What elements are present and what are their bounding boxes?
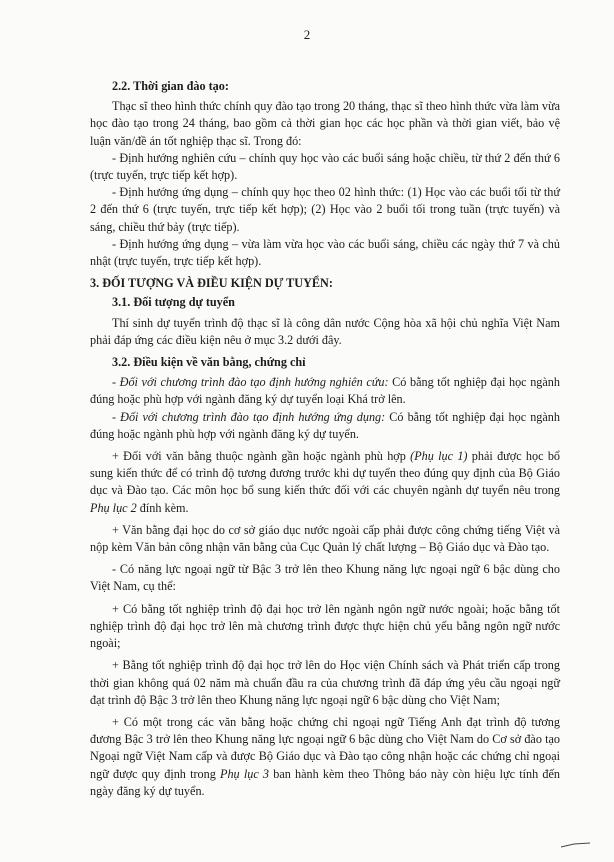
close-field-degree-item [90, 448, 560, 517]
section-2-2-intro: Thạc sĩ theo hình thức chính quy đào tạo trong 20 tháng, thạc sĩ theo hình thức vừa làm vừa học đào tạo trong 24 tháng, bao gồm cả thời gian học các học phần và thời gian viết, bảo vệ luận văn/đề án tốt nghiệp thạc sĩ. Trong đó: [90, 99, 560, 148]
language-requirement-intro: - Có năng lực ngoại ngữ từ Bậc 3 trở lên theo Khung năng lực ngoại ngữ 6 bậc dùng cho Việt Nam, cụ thể: [90, 562, 560, 594]
research-program-label: - Đối với chương trình đào tạo định hướng nghiên cứu: [112, 375, 389, 390]
section-3-heading: 3. ĐỐI TƯỢNG VÀ ĐIỀU KIỆN DỰ TUYỂN: [90, 276, 333, 291]
language-option-3 [90, 714, 560, 800]
page-number: 2 [303, 27, 311, 42]
foreign-degree-item: + Văn bằng đại học do cơ sở giáo dục nước ngoài cấp phải được công chứng tiếng Việt và nộp kèm Văn bản công nhận văn bằng của Cục Quản lý chất lượng – Bộ Giáo dục và Đào tạo. [90, 522, 560, 555]
document-body [90, 78, 560, 800]
section-3-2-heading: 3.2. Điều kiện về văn bằng, chứng chỉ [112, 355, 306, 370]
appendix-1-ref: (Phụ lục 1) [410, 449, 468, 464]
language-option-3-text-1: + Có một trong các văn bằng hoặc chứng chỉ ngoại ngữ Tiếng Anh đạt trình độ tương đương Bậc 3 trở lên theo Khung năng lực ngoại ngữ 6 bậc dùng cho Việt Nam do Cơ sở đào tạo Ngoại ngữ Việt Nam cấp và được Bộ Giáo dục và Đào tạo công nhận hoặc các chứng chỉ ngoại ngữ được quy định trong [90, 714, 560, 781]
appendix-2-ref: Phụ lục 2 [90, 500, 137, 515]
applied-parttime-schedule-item: - Định hướng ứng dụng – vừa làm vừa học vào các buổi sáng, chiều các ngày thứ 7 và chủ nhật (trực tuyến, trực tiếp kết hợp). [90, 236, 560, 269]
research-degree-text: Có bằng tốt nghiệp đại học ngành đúng hoặc phù hợp với ngành đăng ký dự tuyển loại Khá trở lên. [90, 375, 560, 407]
language-option-2: + Bằng tốt nghiệp trình độ đại học trở lên do Học viện Chính sách và Phát triển cấp trong thời gian không quá 02 năm mà chuẩn đầu ra của chương trình đã đáp ứng yêu cầu ngoại ngữ đạt trình độ Bậc 3 trở lên theo Khung năng lực ngoại ngữ 6 bậc dùng cho Việt Nam; [90, 658, 560, 707]
applied-program-label: - Đối với chương trình đào tạo định hướng ứng dụng: [112, 409, 386, 424]
section-2-2-heading: 2.2. Thời gian đào tạo: [112, 79, 229, 93]
applied-degree-requirement [90, 409, 560, 443]
scan-pen-mark [560, 842, 592, 848]
appendix-3-ref: Phụ lục 3 [220, 766, 270, 781]
language-option-3-text-2: ban hành kèm theo Thông báo này còn hiệu lực tính đến ngày đăng ký dự tuyển. [90, 766, 560, 798]
section-3-1-heading: 3.1. Đối tượng dự tuyển [112, 295, 235, 310]
research-schedule-item: - Định hướng nghiên cứu – chính quy học vào các buổi sáng hoặc chiều, từ thứ 2 đến thứ 6 (trực tuyến, trực tiếp kết hợp). [90, 150, 560, 183]
section-3-1-text: Thí sinh dự tuyển trình độ thạc sĩ là công dân nước Cộng hòa xã hội chủ nghĩa Việt Nam phải đáp ứng các điều kiện nêu ở mục 3.2 dưới đây. [90, 315, 560, 347]
applied-fulltime-schedule-item: - Định hướng ứng dụng – chính quy học theo 02 hình thức: (1) Học vào các buổi tối từ thứ 2 đến thứ 6 (trực tuyến, trực tiếp kết hợp); (2) Học vào 2 buổi tối trong tuần (trực tuyến) và sáng, chiều thứ bảy (trực tiếp). [90, 185, 560, 234]
applied-degree-text: Có bằng tốt nghiệp đại học ngành đúng hoặc ngành phù hợp với ngành đăng ký dự tuyển. [90, 409, 560, 441]
research-degree-requirement [90, 374, 560, 408]
language-option-1: + Có bằng tốt nghiệp trình độ đại học trở lên ngành ngôn ngữ nước ngoài; hoặc bằng tốt nghiệp trình độ đại học trở lên mà chương trình được thực hiện chủ yếu bằng ngôn ngữ nước ngoài; [90, 601, 560, 651]
close-field-text-1: + Đối với văn bằng thuộc ngành gần hoặc ngành phù hợp [112, 449, 411, 464]
close-field-text-3: đính kèm. [136, 500, 189, 515]
close-field-text-2: phải được học bổ sung kiến thức để có trình độ tương đương trước khi dự tuyển theo đúng quy định của Bộ Giáo dục và Đào tạo. Các môn học bổ sung kiến thức đối với các chuyên ngành dự tuyển nêu trong [90, 449, 561, 498]
